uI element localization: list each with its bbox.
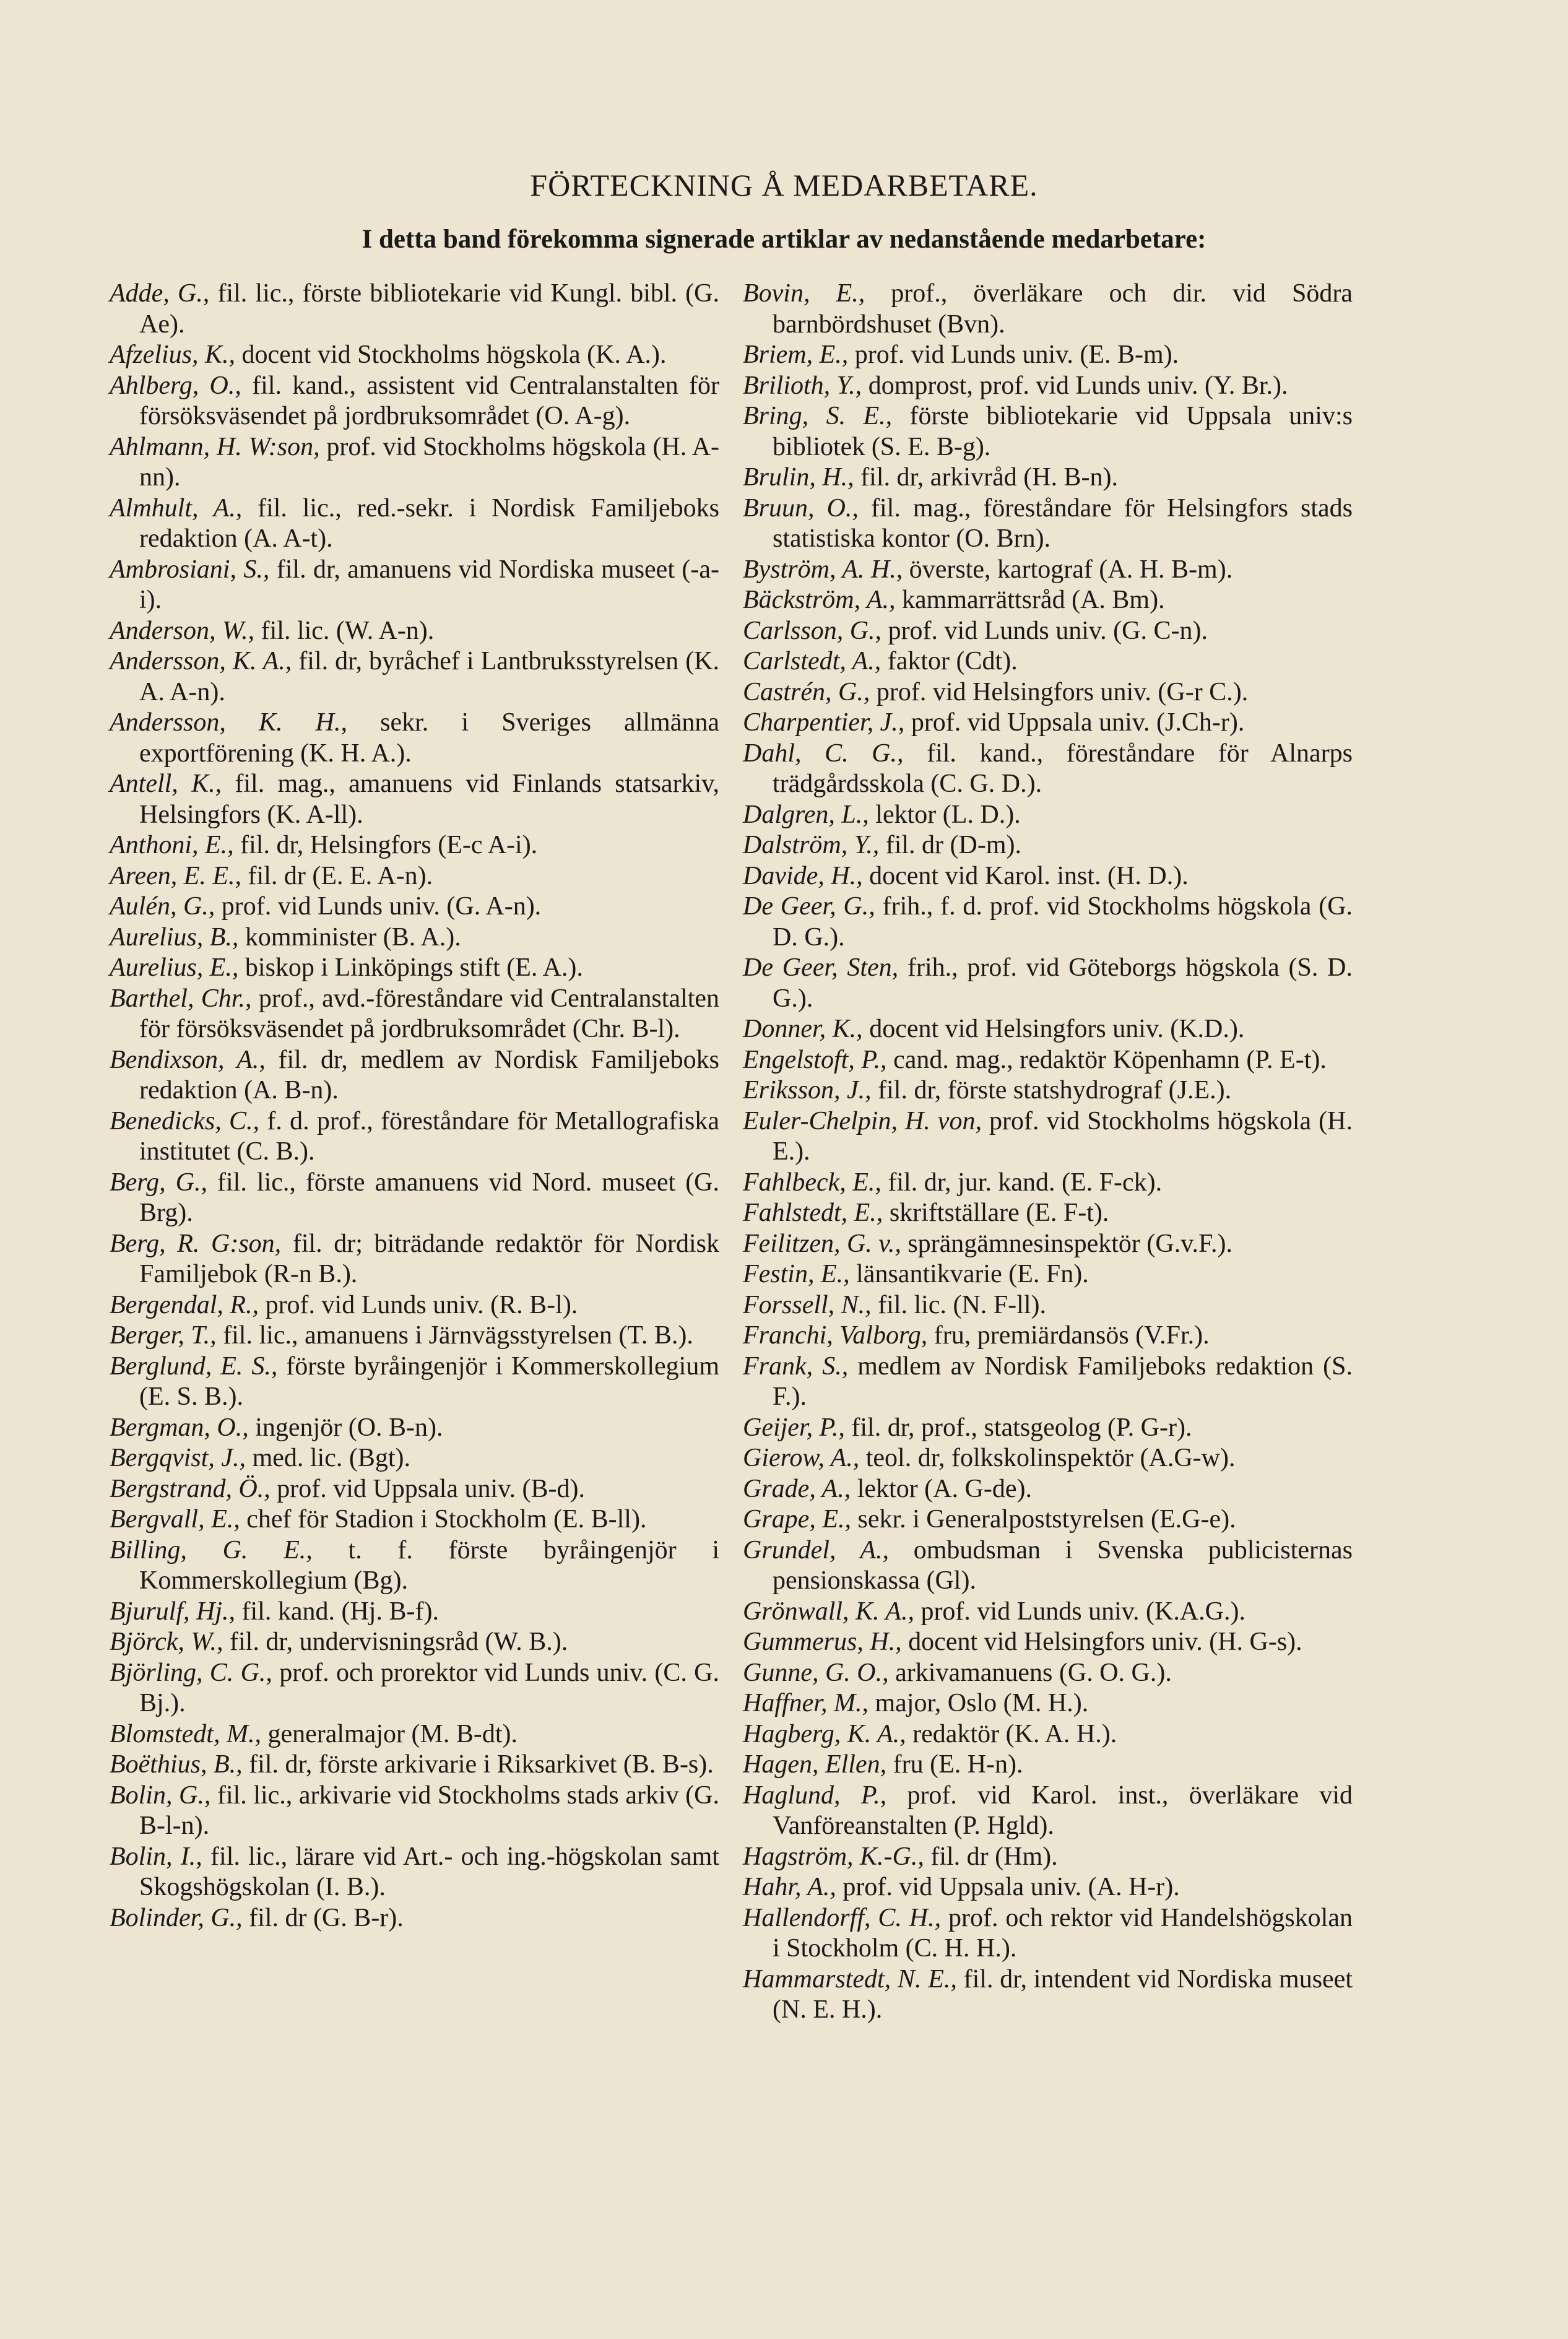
contributor-name: Carlsson, G., <box>743 616 882 645</box>
contributor-entry <box>110 1658 719 1719</box>
contributor-description: fil. dr, arkivråd (H. B-n). <box>860 463 1119 492</box>
contributor-name: Berg, R. G:son, <box>110 1229 282 1258</box>
contributor-description: förste bibliotekarie vid Uppsala univ:s bibliotek (S. E. B-g). <box>773 402 1353 461</box>
contributor-name: Donner, K., <box>743 1015 863 1043</box>
contributor-description: fil. dr, medlem av Nordisk Familjeboks redaktion (A. B-n). <box>139 1045 719 1104</box>
contributor-description: f. d. prof., föreståndare för Metallografiska institutet (C. B.). <box>139 1106 720 1166</box>
contributor-description: prof. vid Karol. inst., överläkare vid Vanföreanstalten (P. Hgld). <box>773 1781 1353 1840</box>
contributor-description: medlem av Nordisk Familjeboks redaktion (S. F.). <box>773 1352 1353 1411</box>
contributor-name: Antell, K., <box>110 770 222 798</box>
contributor-name: Hahr, A., <box>743 1873 836 1901</box>
contributor-entry <box>110 1168 719 1229</box>
contributor-description: prof. och rektor vid Handelshögskolan i Stockholm (C. H. H.). <box>773 1903 1353 1963</box>
contributor-name: Bergman, O., <box>110 1413 249 1442</box>
contributor-name: Blomstedt, M., <box>110 1719 261 1748</box>
contributor-description: fil. lic., amanuens i Järnvägsstyrelsen (T. B.). <box>223 1321 693 1350</box>
contributor-entry <box>743 1903 1353 1964</box>
contributor-name: Ahlmann, H. W:son, <box>110 432 320 461</box>
contributor-entry <box>110 646 719 708</box>
contributor-description: fil. lic. (N. F-ll). <box>878 1290 1046 1319</box>
contributor-name: Boëthius, B., <box>110 1750 243 1779</box>
contributor-name: Davide, H., <box>743 861 863 890</box>
contributor-description: fil. lic. (W. A-n). <box>261 616 435 645</box>
contributor-name: Briem, E., <box>743 341 849 369</box>
contributor-name: Dahl, C. G., <box>743 739 904 768</box>
contributor-entry <box>110 984 719 1045</box>
contributor-name: Berg, G., <box>110 1168 207 1197</box>
contributor-name: Bergstrand, Ö., <box>110 1474 271 1503</box>
contributor-description: fil. dr, Helsingfors (E-c A-i). <box>240 831 538 859</box>
contributor-name: Haglund, P., <box>743 1781 887 1810</box>
contributor-name: Almhult, A., <box>110 493 243 523</box>
contributor-description: prof., överläkare och dir. vid Södra barnbördshuset (Bvn). <box>773 279 1353 339</box>
contributor-entry <box>743 1259 1353 1290</box>
contributor-name: Gunne, G. O., <box>743 1658 889 1687</box>
contributor-name: Grundel, A., <box>743 1535 890 1564</box>
contributor-entry <box>110 1535 719 1597</box>
contributor-description: prof. vid Stockholms högskola (H. A-nn). <box>139 432 720 492</box>
contributor-description: prof. vid Uppsala univ. (J.Ch-r). <box>911 708 1245 737</box>
contributor-entry <box>110 1290 719 1321</box>
contributor-description: arkivamanuens (G. O. G.). <box>895 1658 1172 1687</box>
contributor-entry <box>743 1658 1353 1689</box>
contributor-entry <box>110 1474 719 1505</box>
contributor-description: prof. vid Lunds univ. (K.A.G.). <box>920 1597 1245 1626</box>
contributor-name: Benedicks, C., <box>110 1106 260 1135</box>
contributor-description: lektor (L. D.). <box>875 800 1021 829</box>
contributor-name: Bolinder, G., <box>110 1903 243 1932</box>
contributor-entry <box>743 830 1353 861</box>
contributor-description: docent vid Stockholms högskola (K. A.). <box>241 341 667 369</box>
contributor-entry <box>743 1290 1353 1321</box>
contributor-entry <box>743 1781 1353 1842</box>
contributor-description: prof. vid Lunds univ. (R. B-l). <box>265 1290 578 1319</box>
contributor-name: Hammarstedt, N. E., <box>743 1964 957 1994</box>
contributor-name: Castrén, G., <box>743 677 870 706</box>
contributor-description: faktor (Cdt). <box>887 647 1018 675</box>
contributor-name: Berglund, E. S., <box>110 1352 278 1381</box>
contributor-name: Andersson, K. H., <box>110 708 347 737</box>
contributor-entry <box>110 922 719 953</box>
contributor-description: prof. vid Helsingfors univ. (G-r C.). <box>876 677 1249 706</box>
contributor-entry <box>110 1321 719 1352</box>
contributor-description: t. f. förste byråingenjör i Kommerskollegium (Bg). <box>139 1535 720 1595</box>
contributor-name: Franchi, Valborg, <box>743 1321 928 1350</box>
contributor-description: fil. dr (G. B-r). <box>249 1903 404 1932</box>
contributor-entry <box>110 1781 719 1842</box>
contributor-entry <box>743 340 1353 371</box>
contributor-description: docent vid Karol. inst. (H. D.). <box>869 861 1189 890</box>
contributor-description: fil. kand., föreståndare för Alnarps trädgårdsskola (C. G. D.). <box>773 739 1353 798</box>
contributor-entry <box>743 892 1353 953</box>
contributor-description: chef för Stadion i Stockholm (E. B-ll). <box>246 1505 647 1534</box>
contributor-entry <box>743 401 1353 462</box>
contributor-name: Barthel, Chr., <box>110 984 252 1013</box>
contributor-name: Anderson, W., <box>110 616 255 645</box>
contributor-description: fil. lic., arkivarie vid Stockholms stads arkiv (G. B-l-n). <box>139 1781 720 1840</box>
contributor-entry <box>743 616 1353 647</box>
contributor-name: Gummerus, H., <box>743 1628 902 1656</box>
contributor-description: prof. och prorektor vid Lunds univ. (C. G. Bj.). <box>139 1658 719 1717</box>
contributor-description: sprängämnesinspektör (G.v.F.). <box>907 1229 1232 1258</box>
contributor-description: sekr. i Sveriges allmänna exportförening (K. H. A.). <box>139 708 719 768</box>
contributor-name: Engelstoft, P., <box>743 1045 887 1074</box>
contributor-entry <box>110 1413 719 1444</box>
contributor-description: frih., f. d. prof. vid Stockholms högskola (G. D. G.). <box>773 892 1353 952</box>
contributor-entry <box>110 1903 719 1934</box>
contributor-description: prof. vid Lunds univ. (G. A-n). <box>221 892 542 921</box>
contributor-description: fil. dr (E. E. A-n). <box>248 861 433 890</box>
contributor-entry <box>743 1198 1353 1229</box>
contributor-description: frih., prof. vid Göteborgs högskola (S. D. G.). <box>773 953 1353 1013</box>
contributor-description: sekr. i Generalpoststyrelsen (E.G-e). <box>857 1505 1236 1534</box>
contributor-description: fil. dr, undervisningsråd (W. B.). <box>230 1628 568 1656</box>
contributor-name: Brilioth, Y., <box>743 371 862 400</box>
contributor-name: Fahlstedt, E., <box>743 1199 883 1227</box>
contributor-name: Charpentier, J., <box>743 708 905 737</box>
contributor-entry <box>743 462 1353 493</box>
contributor-description: domprost, prof. vid Lunds univ. (Y. Br.). <box>868 371 1288 400</box>
contributor-entry <box>743 1597 1353 1628</box>
contributor-name: Aurelius, E., <box>110 953 239 982</box>
contributor-entry <box>110 1352 719 1413</box>
contributor-entry <box>110 1504 719 1535</box>
contributor-description: teol. dr, folkskolinspektör (A.G-w). <box>865 1444 1236 1472</box>
contributor-entry <box>743 1045 1353 1076</box>
contributor-entry <box>110 861 719 892</box>
contributor-description: prof. vid Lunds univ. (E. B-m). <box>854 341 1179 369</box>
contributor-name: Adde, G., <box>110 279 210 308</box>
contributor-entry <box>743 1750 1353 1781</box>
page-subtitle: I detta band förekomma signerade artiklar av nedanstående medarbetare: <box>362 225 1206 254</box>
contributor-entry <box>743 1872 1353 1903</box>
contributor-entry <box>743 800 1353 831</box>
contributor-entry <box>743 1719 1353 1750</box>
contributor-entry <box>743 1075 1353 1106</box>
contributor-description: fil. dr, intendent vid Nordiska museet (N. E. H.). <box>773 1964 1353 2024</box>
contributor-name: Bendixson, A., <box>110 1045 266 1074</box>
contributor-name: Euler-Chelpin, H. von, <box>743 1106 982 1135</box>
contributor-name: Fahlbeck, E., <box>743 1168 881 1197</box>
contributor-description: ombudsman i Svenska publicisternas pensionskassa (Gl). <box>773 1535 1353 1595</box>
contributor-entry <box>110 493 719 555</box>
contributor-entry <box>743 1321 1353 1352</box>
contributor-entry <box>743 1504 1353 1535</box>
contributor-name: Haffner, M., <box>743 1689 868 1717</box>
contributor-description: fil. lic., förste amanuens vid Nord. museet (G. Brg). <box>139 1168 720 1227</box>
contributor-name: Bolin, I., <box>110 1842 202 1871</box>
left-column <box>110 279 719 1933</box>
contributor-description: fil. dr, jur. kand. (E. F-ck). <box>888 1168 1163 1197</box>
contributor-entry <box>743 861 1353 892</box>
contributor-description: fil. kand., assistent vid Centralanstalten för försöksväsendet på jordbruksområdet (O. A-g). <box>139 371 719 430</box>
contributor-description: komminister (B. A.). <box>245 922 461 952</box>
contributor-description: kammarrättsråd (A. Bm). <box>902 586 1165 614</box>
contributor-name: Björling, C. G., <box>110 1658 272 1687</box>
contributor-name: Berger, T., <box>110 1321 217 1350</box>
contributor-entry <box>110 1443 719 1474</box>
contributor-entry <box>110 1842 719 1903</box>
contributor-entry <box>110 1750 719 1781</box>
contributor-description: fil. lic., förste bibliotekarie vid Kungl. bibl. (G. Ae). <box>139 279 719 339</box>
contributor-name: Bovin, E., <box>743 279 865 308</box>
contributor-name: Bergendal, R., <box>110 1290 259 1319</box>
contributor-entry <box>110 371 719 432</box>
contributor-entry <box>743 677 1353 708</box>
contributor-description: ingenjör (O. B-n). <box>255 1413 443 1442</box>
contributor-name: Hagström, K.-G., <box>743 1842 924 1871</box>
contributor-name: Hallendorff, C. H., <box>743 1903 942 1932</box>
contributor-description: fil. mag., föreståndare för Helsingfors stads statistiska kontor (O. Brn). <box>773 493 1353 553</box>
contributor-entry <box>743 1443 1353 1474</box>
contributor-entry <box>743 953 1353 1014</box>
contributor-description: generalmajor (M. B-dt). <box>267 1719 518 1748</box>
contributor-entry <box>110 892 719 922</box>
contributor-description: fil. lic., lärare vid Art.- och ing.-högskolan samt Skogshögskolan (I. B.). <box>139 1842 719 1901</box>
contributor-entry <box>743 1474 1353 1505</box>
contributor-name: Eriksson, J., <box>743 1076 872 1104</box>
contributor-entry <box>743 555 1353 586</box>
contributor-entry <box>110 769 719 830</box>
contributor-entry <box>110 432 719 493</box>
contributor-name: Bolin, G., <box>110 1781 211 1810</box>
contributor-name: Ambrosiani, S., <box>110 555 270 584</box>
contributor-name: Ahlberg, O., <box>110 371 241 400</box>
contributor-entry <box>110 953 719 984</box>
contributor-description: fil. dr (Hm). <box>930 1842 1058 1871</box>
contributor-description: lektor (A. G-de). <box>857 1474 1032 1503</box>
contributor-name: Bruun, O., <box>743 493 859 523</box>
contributor-description: fru (E. H-n). <box>893 1750 1023 1779</box>
contributor-name: Billing, G. E., <box>110 1535 313 1564</box>
contributor-name: Aurelius, B., <box>110 922 239 952</box>
contributor-description: cand. mag., redaktör Köpenhamn (P. E-t). <box>893 1045 1327 1074</box>
contributor-name: Frank, S., <box>743 1352 849 1381</box>
contributor-name: Areen, E. E., <box>110 861 242 890</box>
contributor-entry <box>110 555 719 616</box>
contributor-description: prof. vid Uppsala univ. (B-d). <box>277 1474 585 1503</box>
contributor-entry <box>743 1014 1353 1045</box>
contributor-name: Dalström, Y., <box>743 831 880 859</box>
contributor-name: Hagberg, K. A., <box>743 1719 906 1748</box>
contributor-entry <box>110 830 719 861</box>
contributor-description: prof. vid Uppsala univ. (A. H-r). <box>842 1873 1180 1901</box>
contributor-name: Bjurulf, Hj., <box>110 1597 236 1626</box>
contributor-description: fil. lic., red.-sekr. i Nordisk Familjeboks redaktion (A. A-t). <box>139 493 719 553</box>
contributor-description: fil. dr, amanuens vid Nordiska museet (-a-i). <box>139 555 719 614</box>
contributor-entry <box>743 1229 1353 1260</box>
contributor-name: Dalgren, L., <box>743 800 869 829</box>
contributor-entry <box>110 1627 719 1658</box>
contributor-name: Bergvall, E., <box>110 1505 240 1534</box>
contributor-description: biskop i Linköpings stift (E. A.). <box>245 953 583 982</box>
contributor-name: Byström, A. H., <box>743 555 903 584</box>
contributor-entry <box>743 493 1353 555</box>
contributor-entry <box>743 1413 1353 1444</box>
contributor-name: Björck, W., <box>110 1628 223 1656</box>
right-column <box>743 279 1353 2026</box>
contributor-description: major, Oslo (M. H.). <box>875 1689 1089 1717</box>
contributor-name: Feilitzen, G. v., <box>743 1229 901 1258</box>
contributor-entry <box>743 708 1353 739</box>
page-title: FÖRTECKNING Å MEDARBETARE. <box>530 168 1038 202</box>
contributor-description: prof., avd.-föreståndare vid Centralanstalten för försöksväsendet på jordbruksområdet (Chr. B-l). <box>139 984 720 1043</box>
contributor-name: Bergqvist, J., <box>110 1444 246 1472</box>
contributor-description: prof. vid Lunds univ. (G. C-n). <box>888 616 1208 645</box>
contributor-entry <box>110 616 719 647</box>
contributor-description: fil. dr (D-m). <box>885 831 1021 859</box>
contributor-entry <box>110 1597 719 1628</box>
contributor-description: fil. dr, förste statshydrograf (J.E.). <box>878 1076 1232 1104</box>
contributor-description: fil. dr, byråchef i Lantbruksstyrelsen (K. A. A-n). <box>139 647 720 706</box>
contributor-entry <box>743 1842 1353 1873</box>
contributor-entry <box>110 279 719 340</box>
contributor-description: fru, premiärdansös (V.Fr.). <box>933 1321 1210 1350</box>
contributor-entry <box>743 1168 1353 1199</box>
contributor-description: skriftställare (E. F-t). <box>889 1199 1109 1227</box>
contributor-entry <box>743 1688 1353 1719</box>
contributor-entry <box>743 739 1353 800</box>
contributor-entry <box>743 1535 1353 1597</box>
contributor-name: Forssell, N., <box>743 1290 872 1319</box>
contributor-name: De Geer, G., <box>743 892 875 921</box>
contributor-name: Geijer, P., <box>743 1413 845 1442</box>
contributor-name: Hagen, Ellen, <box>743 1750 887 1779</box>
contributor-description: redaktör (K. A. H.). <box>912 1719 1117 1748</box>
contributor-name: Anthoni, E., <box>110 831 234 859</box>
contributor-entry <box>743 371 1353 402</box>
contributor-entry <box>743 1106 1353 1168</box>
contributor-description: fil. mag., amanuens vid Finlands statsarkiv, Helsingfors (K. A-ll). <box>139 770 719 829</box>
contributor-description: fil. dr; biträdande redaktör för Nordisk Familjebok (R-n B.). <box>139 1229 719 1288</box>
contributor-description: fil. dr, förste arkivarie i Riksarkivet (B. B-s). <box>249 1750 714 1779</box>
contributor-entry <box>110 1045 719 1106</box>
contributor-name: Festin, E., <box>743 1260 850 1288</box>
contributor-name: Grönwall, K. A., <box>743 1597 914 1626</box>
contributor-description: med. lic. (Bgt). <box>252 1444 411 1472</box>
contributor-entry <box>743 279 1353 340</box>
contributor-name: Andersson, K. A., <box>110 647 292 675</box>
contributor-entry <box>743 1627 1353 1658</box>
contributor-entry <box>110 1719 719 1750</box>
contributor-name: De Geer, Sten, <box>743 953 899 982</box>
contributor-name: Aulén, G., <box>110 892 215 921</box>
contributor-name: Grape, E., <box>743 1505 851 1534</box>
contributor-entry <box>743 1964 1353 2026</box>
contributor-entry <box>110 1106 719 1168</box>
contributor-description: överste, kartograf (A. H. B-m). <box>909 555 1233 584</box>
contributor-name: Brulin, H., <box>743 463 854 492</box>
contributor-entry <box>110 340 719 371</box>
contributor-entry <box>110 708 719 769</box>
contributor-entry <box>743 646 1353 677</box>
contributor-description: docent vid Helsingfors univ. (H. G-s). <box>908 1628 1302 1656</box>
contributor-name: Bäckström, A., <box>743 586 896 614</box>
contributor-name: Grade, A., <box>743 1474 851 1503</box>
contributor-entry <box>743 1352 1353 1413</box>
contributor-name: Bring, S. E., <box>743 402 893 430</box>
contributor-description: docent vid Helsingfors univ. (K.D.). <box>869 1015 1245 1043</box>
contributor-description: länsantikvarie (E. Fn). <box>856 1260 1089 1288</box>
contributor-description: förste byråingenjör i Kommerskollegium (E. S. B.). <box>139 1352 719 1411</box>
contributor-description: fil. kand. (Hj. B-f). <box>241 1597 439 1626</box>
contributor-description: prof. vid Stockholms högskola (H. E.). <box>773 1106 1353 1166</box>
contributor-name: Carlstedt, A., <box>743 647 881 675</box>
contributor-name: Afzelius, K., <box>110 341 236 369</box>
contributor-name: Gierow, A., <box>743 1444 860 1472</box>
contributor-entry <box>110 1229 719 1290</box>
contributor-description: fil. dr, prof., statsgeolog (P. G-r). <box>851 1413 1192 1442</box>
contributor-entry <box>743 585 1353 616</box>
